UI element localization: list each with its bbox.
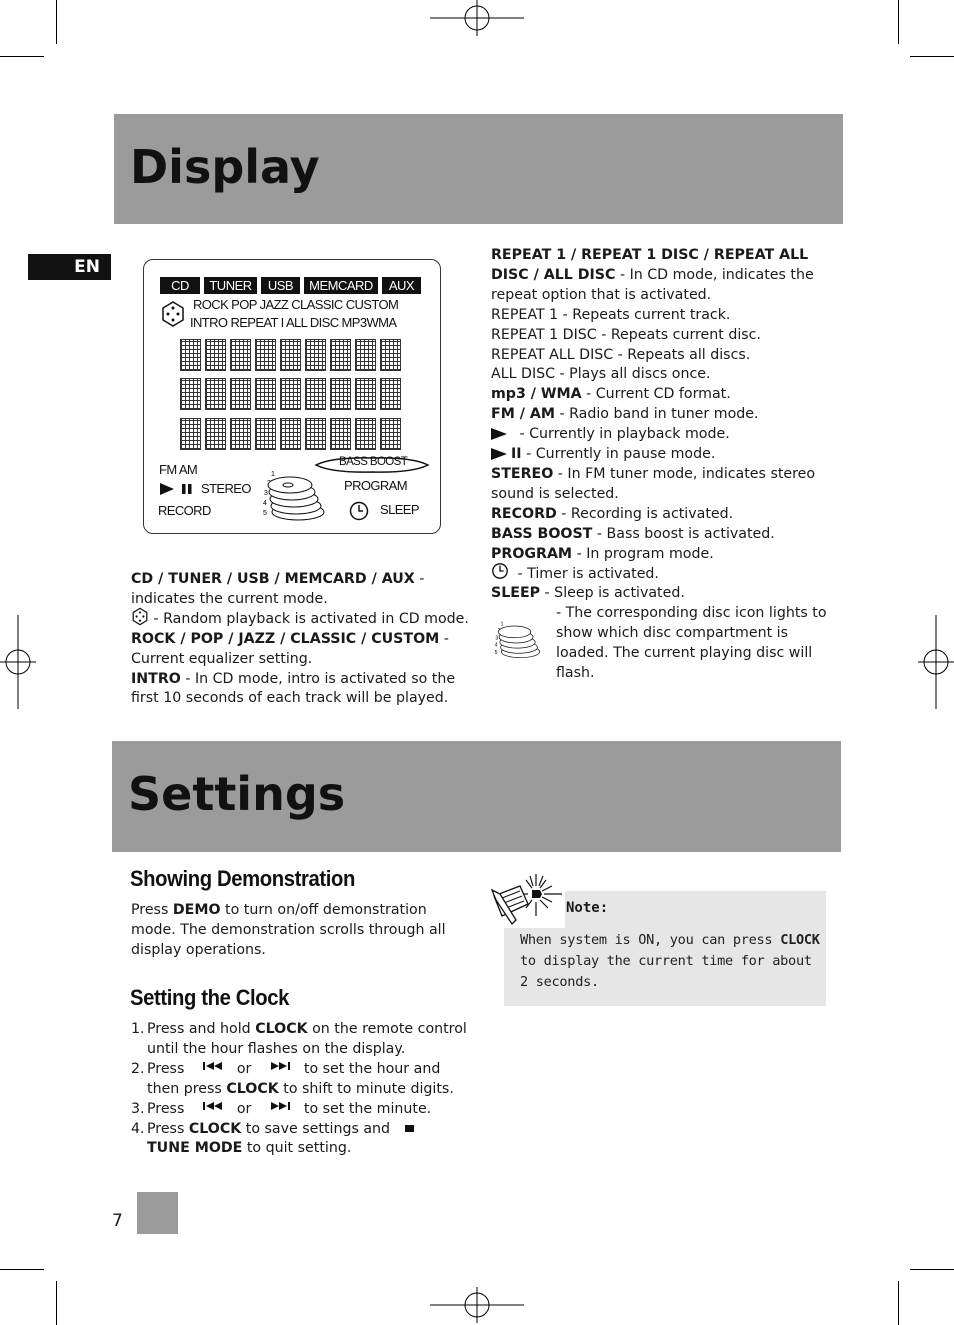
lcd-fm-am: FM AM [159, 462, 198, 477]
lcd-mode-cd: CD [160, 277, 200, 294]
pause-description: II - Currently in pause mode. [491, 445, 836, 465]
svg-text:3: 3 [264, 490, 268, 497]
timer-description: - Timer is activated. [491, 565, 836, 585]
lcd-mode-usb: USB [261, 277, 300, 294]
random-description: - Random playback is activated in CD mode. [131, 610, 476, 630]
disc-icon-description: - The corresponding disc icon lights to show which disc compartment is loaded. The current playing disc will flash. [556, 605, 827, 682]
crop-mark [0, 56, 44, 57]
play-icon [491, 448, 509, 460]
svg-text:5: 5 [494, 650, 498, 656]
disc-stack-icon [258, 468, 334, 524]
note-text: When system is ON, you can press CLOCK to display the current time for about 2 seconds. [520, 932, 820, 990]
language-tab: EN [28, 254, 111, 280]
demo-heading: Showing Demonstration [130, 866, 356, 891]
all-disc-line: ALL DISC - Plays all discs once. [491, 366, 711, 383]
registration-mark-icon [430, 1287, 524, 1323]
svg-text:4: 4 [263, 500, 267, 507]
intro-description: INTRO - In CD mode, intro is activated so the first 10 seconds of each track will be played. [131, 670, 456, 707]
lcd-mode-tuner: TUNER [204, 277, 257, 294]
settings-banner [112, 741, 841, 852]
lcd-mode-aux: AUX [382, 277, 421, 294]
equalizer-description: ROCK / POP / JAZZ / CLASSIC / CUSTOM - Current equalizer setting. [131, 630, 449, 667]
clock-steps [131, 1020, 471, 1159]
registration-mark-icon [0, 615, 36, 709]
crop-mark [910, 56, 954, 57]
format-description: mp3 / WMA - Current CD format. [491, 386, 731, 403]
crop-mark [898, 0, 899, 44]
repeat-1-line: REPEAT 1 - Repeats current track. [491, 306, 731, 323]
crop-mark [56, 0, 57, 44]
svg-text:3: 3 [495, 635, 499, 642]
record-description: RECORD - Recording is activated. [491, 505, 734, 522]
svg-text:5: 5 [263, 510, 267, 517]
note-pen-icon [490, 872, 564, 926]
clock-step-3: 3. Press or to set the minute. [131, 1100, 432, 1117]
sleep-description: SLEEP - Sleep is activated. [491, 585, 685, 602]
lcd-record: RECORD [158, 503, 211, 518]
lcd-bass-boost: BASS BOOST [339, 456, 408, 468]
page-tab-box [137, 1192, 178, 1234]
section-title-settings: Settings [128, 767, 346, 821]
next-track-icon [266, 1101, 292, 1111]
stereo-description: STEREO - In FM tuner mode, indicates stereo sound is selected. [491, 465, 816, 502]
crop-mark [910, 1269, 954, 1270]
demo-paragraph: Press DEMO to turn on/off demonstration mode. The demonstration scrolls through all display operations. [131, 902, 446, 958]
play-icon [491, 428, 509, 440]
clock-icon [491, 562, 509, 580]
registration-mark-icon [918, 615, 954, 709]
repeat-description: REPEAT 1 / REPEAT 1 DISC / REPEAT ALL DISC / ALL DISC - In CD mode, indicates the repeat option that is activated. [491, 247, 814, 303]
lcd-eq-row: ROCK POP JAZZ CLASSIC CUSTOM [193, 297, 399, 312]
repeat-1-disc-line: REPEAT 1 DISC - Repeats current disc. [491, 326, 761, 343]
clock-step-4: 4. Press CLOCK to save settings and TUNE MODE to quit setting. [131, 1120, 471, 1160]
note-title: Note: [566, 900, 609, 916]
mode-description: CD / TUNER / USB / MEMCARD / AUX - indicates the current mode. [131, 571, 425, 607]
playback-description: - Currently in playback mode. [491, 425, 836, 445]
registration-mark-icon [430, 0, 524, 36]
band-description: FM / AM - Radio band in tuner mode. [491, 406, 759, 423]
stop-icon [405, 1125, 415, 1133]
lcd-sleep: SLEEP [380, 502, 419, 517]
lcd-stereo: STEREO [201, 481, 251, 496]
crop-mark [56, 1281, 57, 1325]
random-disc-icon [131, 607, 149, 626]
clock-step-1: 1. Press and hold CLOCK on the remote control until the hour flashes on the display. [131, 1021, 467, 1057]
disc-stack-icon [491, 616, 547, 664]
clock-step-2: 2. Press or to set the hour and then press CLOCK to shift to minute digits. [131, 1060, 454, 1097]
svg-text:1: 1 [500, 621, 504, 628]
lcd-program: PROGRAM [344, 478, 407, 493]
display-left-column [131, 570, 476, 709]
play-pause-icon [160, 482, 194, 496]
clock-icon [349, 501, 369, 521]
previous-track-icon [201, 1061, 227, 1071]
page-number: 7 [112, 1211, 123, 1231]
clock-heading: Setting the Clock [130, 985, 290, 1010]
lcd-repeat-row: INTRO REPEAT I ALL DISC MP3WMA [190, 315, 397, 330]
random-disc-icon [161, 300, 185, 328]
display-banner [114, 114, 843, 224]
section-title-display: Display [130, 140, 320, 194]
svg-text:1: 1 [271, 471, 275, 478]
crop-mark [898, 1281, 899, 1325]
repeat-all-disc-line: REPEAT ALL DISC - Repeats all discs. [491, 346, 751, 363]
program-description: PROGRAM - In program mode. [491, 545, 714, 562]
previous-track-icon [201, 1101, 227, 1111]
next-track-icon [266, 1061, 292, 1071]
crop-mark [0, 1269, 44, 1270]
lcd-mode-memcard: MEMCARD [304, 277, 378, 294]
bass-boost-description: BASS BOOST - Bass boost is activated. [491, 525, 775, 542]
svg-text:4: 4 [494, 642, 498, 649]
